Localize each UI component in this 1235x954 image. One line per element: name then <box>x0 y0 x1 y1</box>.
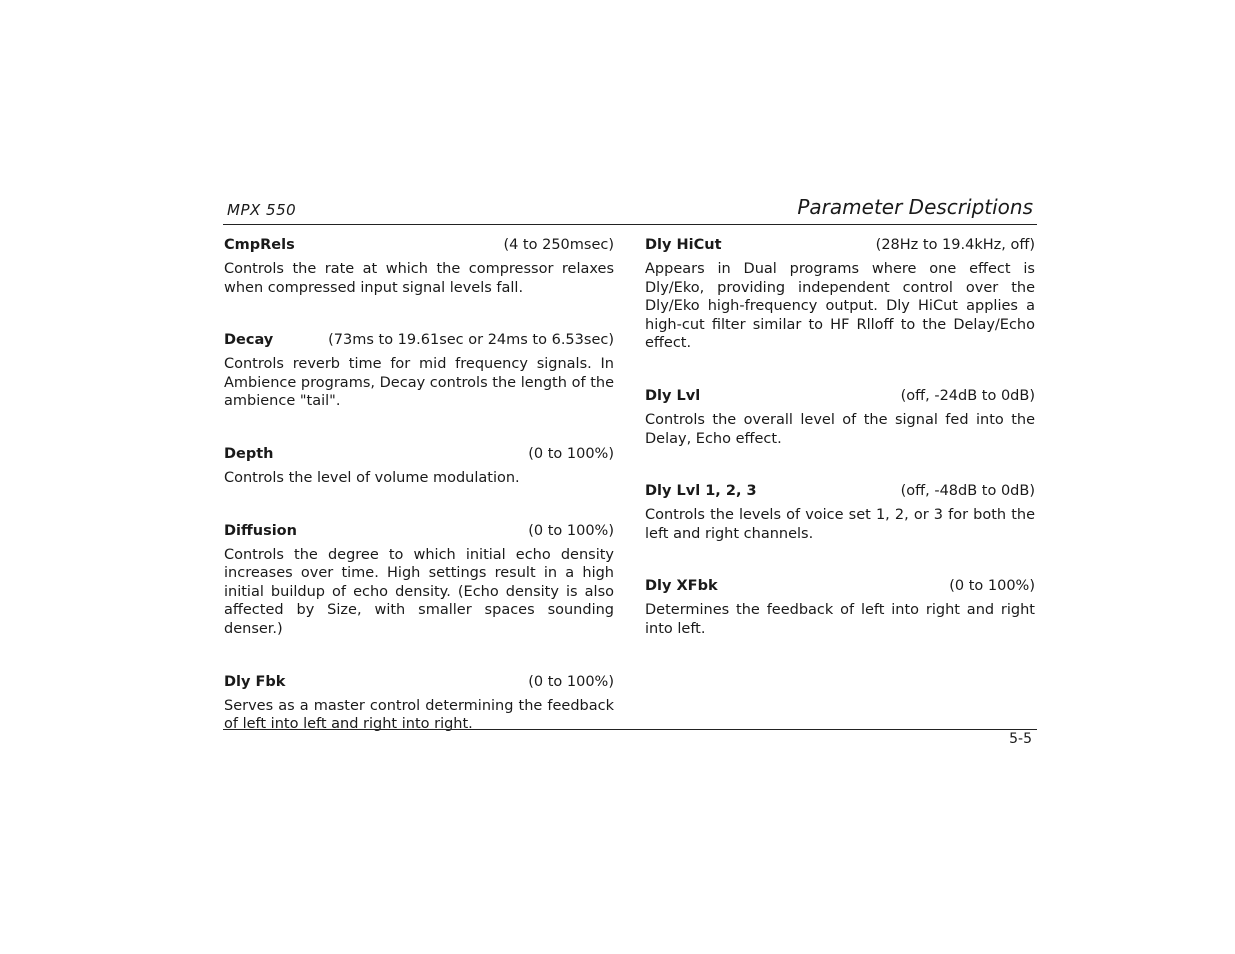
parameter-entry-dly-lvl <box>645 387 1035 448</box>
parameter-description: Appears in Dual programs where one effect is Dly/Eko, providing independent control over the Dly/Eko high-frequency output. Dly HiCut applies a high-cut filter similar to HF Rlloff to the Delay/Echo effect. <box>645 261 1035 352</box>
left-column <box>224 236 614 768</box>
parameter-entry-dly-xfbk <box>645 577 1035 638</box>
parameter-name: Dly HiCut <box>645 237 722 253</box>
parameter-range: (0 to 100%) <box>528 445 614 462</box>
parameter-name: Dly Lvl <box>645 387 701 404</box>
parameter-entry-cmprels <box>224 236 614 297</box>
parameter-name: Dly Fbk <box>224 673 286 690</box>
parameter-range: (73ms to 19.61sec or 24ms to 6.53sec) <box>328 332 614 349</box>
parameter-range: (0 to 100%) <box>528 522 614 539</box>
parameter-range: (off, -48dB to 0dB) <box>900 483 1035 500</box>
parameter-range: (28Hz to 19.4kHz, off) <box>875 237 1035 253</box>
parameter-entry-diffusion <box>224 522 614 639</box>
parameter-name: Decay <box>224 332 274 349</box>
parameter-entry-dly-lvl-123 <box>645 482 1035 543</box>
parameter-range: (off, -24dB to 0dB) <box>900 387 1035 404</box>
parameter-range: (0 to 100%) <box>528 673 614 690</box>
parameter-name: Dly XFbk <box>645 578 718 595</box>
right-column <box>645 236 1035 673</box>
parameter-description: Controls the degree to which initial echo density increases over time. High settings result in a high initial buildup of echo density. (Echo density is also affected by Size, with smaller spaces sounding denser.) <box>224 546 614 637</box>
parameter-range: (0 to 100%) <box>949 578 1035 595</box>
page-number: 5-5 <box>1009 731 1032 747</box>
parameter-description: Controls the levels of voice set 1, 2, or 3 for both the left and right channels. <box>645 507 1035 542</box>
parameter-entry-decay <box>224 331 614 411</box>
parameter-description: Controls the rate at which the compressor relaxes when compressed input signal levels fall. <box>224 261 614 296</box>
parameter-description: Controls the overall level of the signal fed into the Delay, Echo effect. <box>645 411 1035 447</box>
parameter-description: Controls reverb time for mid frequency signals. In Ambience programs, Decay controls the length of the ambience "tail". <box>224 356 614 410</box>
parameter-entry-dly-fbk <box>224 673 614 734</box>
parameter-name: Diffusion <box>224 522 297 539</box>
parameter-entry-depth <box>224 445 614 488</box>
parameter-description: Controls the level of volume modulation. <box>224 469 520 486</box>
parameter-name: Dly Lvl 1, 2, 3 <box>645 483 757 500</box>
parameter-name: CmpRels <box>224 237 295 253</box>
parameter-range: (4 to 250msec) <box>503 237 614 253</box>
parameter-name: Depth <box>224 445 274 462</box>
page-header-section-title: Parameter Descriptions <box>797 195 1033 219</box>
header-rule <box>223 224 1037 225</box>
footer-rule <box>223 729 1037 730</box>
parameter-entry-dly-hicut <box>645 236 1035 353</box>
page-header-product: MPX 550 <box>227 201 297 219</box>
parameter-description: Determines the feedback of left into right and right into left. <box>645 602 1035 637</box>
parameter-description: Serves as a master control determining the feedback of left into left and right into right. <box>224 697 614 733</box>
